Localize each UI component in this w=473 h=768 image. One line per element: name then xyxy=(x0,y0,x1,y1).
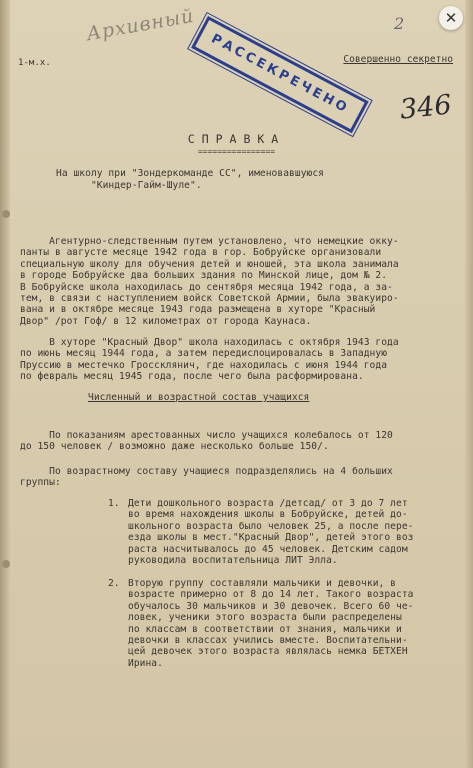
handwritten-pencil-note: Архивный xyxy=(84,4,196,46)
page-left-edge xyxy=(0,0,10,768)
binding-hole xyxy=(2,210,10,218)
paragraph-1: Агентурно-следственным путем установлено, что немецкие окку- панты в августе месяце 1942 года в гор. Бобруйске организовали специальную школу для обучения детей и юношей, эта школа занимала в городе Бобруйске два больших здания по Минской лице, дом № 2. В Бобруйске школа находилась до сентября месяца 1942 года, а за- тем, в связи с наступлением войск Советской Армии, была эвакуиро- вана и в октябре месяце 1943 года размещена в хуторе "Красный Двор" /рот Гоф/ в 12 километрах от города Каунаса. xyxy=(20,236,399,327)
close-button[interactable]: ✕ xyxy=(439,6,463,30)
list-item-text: Вторую группу составляли мальчики и девочки, в возрасте примерно от 8 до 14 лет. Такого возраста обучалось 30 мальчиков и 30 девочек. Всего 60 че- ловек, ученики этого возраста были распределены по классам в соответствии от знания, мальчики и девочки в классах учились вместе. Воспитательни- цей девочек этого возраста являлась немка БЕТХЕН Ирина. xyxy=(128,578,414,669)
document-subtitle: На школу при "Зондеркоманде СС", именовавшуюся "Киндер-Гайм-Шуле". xyxy=(56,168,324,191)
document-code: 1-м.х. xyxy=(18,58,51,68)
page-right-edge xyxy=(465,0,473,768)
list-item-number: 1. xyxy=(108,498,120,509)
secrecy-label: Совершенно секретно xyxy=(343,54,453,65)
paragraph-2: В хуторе "Красный Двор" школа находилась с октября 1943 года по июнь месяц 1944 года, а затем передислоцировалась в Западную Пруссию в местечко Гроссклянич, где находилась с июня 1944 года по февраль месяц 1945 года, после чего была расформирована. xyxy=(20,337,399,383)
list-item-text: Дети дошкольного возраста /детсад/ от 3 до 7 лет во время нахождения школы в Бобруйске, детей до- школьного возраста было человек 25, а после пере- езда школы в мест."Красный Двор", детей этого воз раста насчитывалось до 45 человек. Детским садом руководила воспитательница ЛИТ Элла. xyxy=(128,498,414,567)
paragraph-3: По показаниям арестованных число учащихся колебалось от 120 до 150 человек / возможно даже несколько больше 150/. xyxy=(20,430,393,453)
paragraph-4: По возрастному составу учащиеся подразделялись на 4 больших группы: xyxy=(20,466,393,489)
handwritten-page-number: 346 xyxy=(398,89,454,126)
handwritten-top-mark: 2 xyxy=(394,14,405,33)
binding-hole xyxy=(2,560,10,568)
title-underline: ================ xyxy=(197,147,276,156)
declassified-stamp: РАССЕКРЕЧЕНО xyxy=(191,16,369,133)
section-heading: Численный и возрастной состав учащихся xyxy=(88,392,310,403)
list-item-number: 2. xyxy=(108,578,120,589)
document-title: СПРАВКА xyxy=(187,132,286,146)
